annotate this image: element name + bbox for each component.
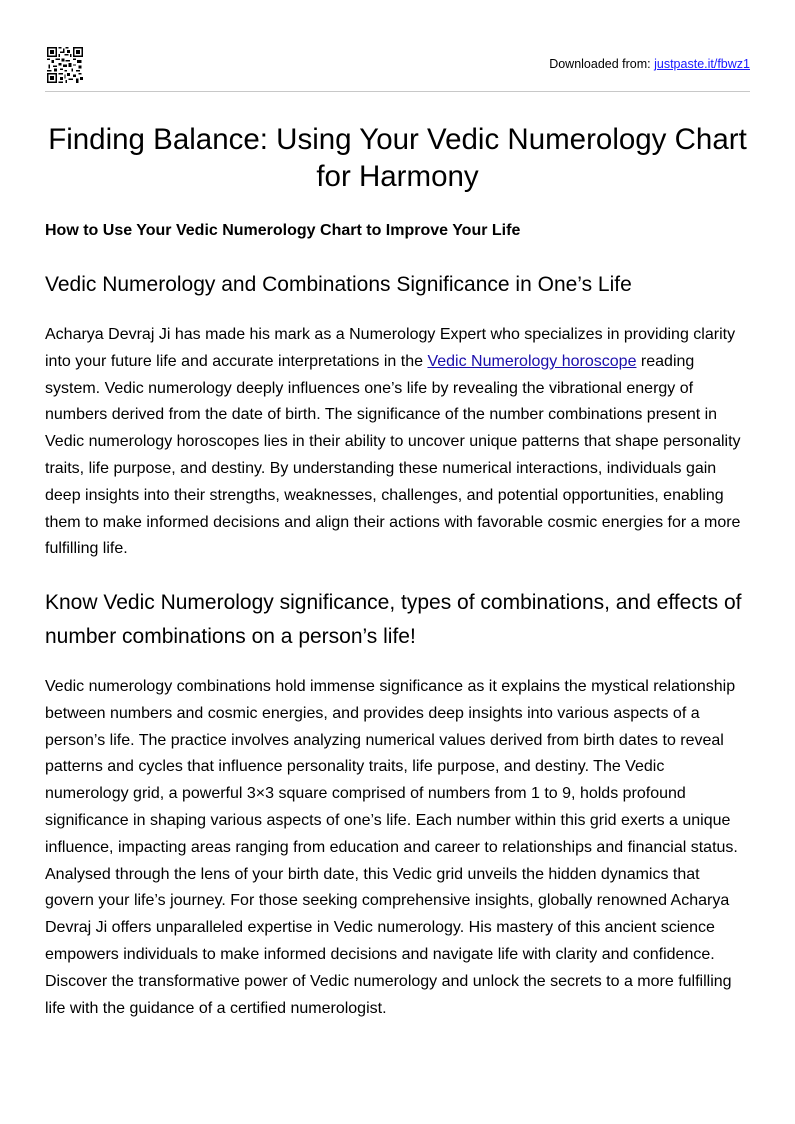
document-title: Finding Balance: Using Your Vedic Numerology Chart for Harmony <box>48 123 747 193</box>
downloaded-from-label: Downloaded from: <box>549 57 655 71</box>
vedic-numerology-horoscope-link[interactable]: Vedic Numerology horoscope <box>427 352 637 370</box>
page-header <box>45 0 750 92</box>
section-heading-combinations: Know Vedic Numerology significance, types of combinations, and effects of number combinations on a person’s life! <box>45 591 742 648</box>
paragraph-text-end: reading system. Vedic numerology deeply influences one’s life by revealing the vibrational energy of numbers derived from the date of birth. The significance of the number combinations present in Vedic numerology horoscopes lies in their ability to uncover unique patterns that shape personality traits, life purpose, and destiny. By understanding these numerical interactions, individuals gain deep insights into their strengths, weaknesses, challenges, and potential opportunities, enabling them to make informed decisions and align their actions with favorable cosmic energies for a more fulfilling life. <box>45 352 741 558</box>
document-page <box>45 0 750 1017</box>
qr-code-icon <box>47 47 83 83</box>
download-source <box>549 57 750 71</box>
section-paragraph-intro <box>45 322 745 563</box>
paragraph-text-start: Acharya Devraj Ji has made his mark as a Numerology Expert who specializes in providing clarity into your future life and accurate interpretations in the <box>45 326 736 370</box>
document-subtitle: How to Use Your Vedic Numerology Chart to Improve Your Life <box>45 222 521 239</box>
section-paragraph-combinations: Vedic numerology combinations hold immense significance as it explains the mystical relationship between numbers and cosmic energies, and provides deep insights into various aspects of a person’s life. The practice involves analyzing numerical values derived from birth dates to reveal patterns and cycles that influence personality traits, life purpose, and destiny. The Vedic numerology grid, a powerful 3×3 square comprised of numbers from 1 to 9, holds profound significance in shaping various aspects of one’s life. Each number within this grid exerts a unique influence, impacting areas ranging from education and career to relationships and financial status. Analysed through the lens of your birth date, this Vedic grid unveils the hidden dynamics that govern your life’s journey. For those seeking comprehensive insights, globally renowned Acharya Devraj Ji offers unparalleled expertise in Vedic numerology. His mastery of this ancient science empowers individuals to make informed decisions and navigate life with clarity and confidence. Discover the transformative power of Vedic numerology and unlock the secrets to a more fulfilling life with the guidance of a certified numerologist. <box>45 678 738 1017</box>
source-link[interactable]: justpaste.it/fbwz1 <box>654 57 750 71</box>
section-heading-vedic-significance: Vedic Numerology and Combinations Significance in One’s Life <box>45 273 632 296</box>
